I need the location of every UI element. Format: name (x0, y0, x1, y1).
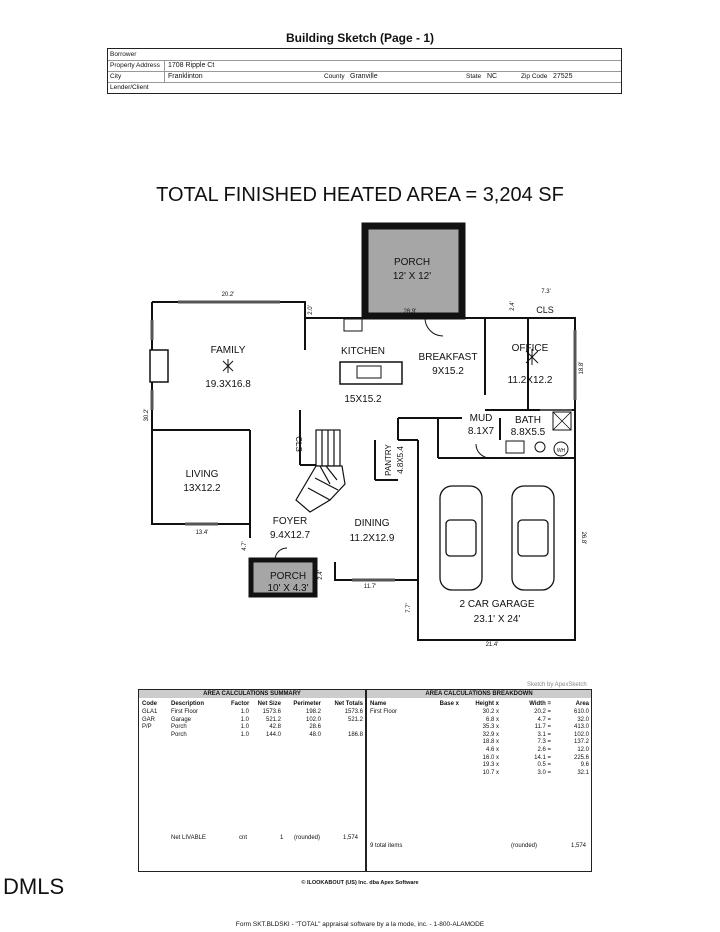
breakdown-width: 2.6 = (537, 747, 551, 753)
summary-cell: 1.0 (240, 724, 249, 731)
breakdown-height: 4.6 x (485, 747, 499, 753)
net-rounded: (rounded) (294, 835, 321, 841)
net-livable-label: Net LIVABLE (171, 835, 206, 841)
dim-2-0: 2.0' (308, 305, 314, 315)
breakdown-header: Width = (529, 701, 551, 707)
dim-7-3: 7.3' (541, 289, 551, 295)
summary-header: Factor (231, 701, 250, 707)
area-calculations (138, 689, 592, 872)
breakdown-width: 0.5 = (537, 762, 551, 769)
breakdown-name: First Floor (370, 709, 397, 715)
dim-18-8: 18.8' (579, 361, 585, 375)
dim-13-4: 13.4' (195, 530, 209, 536)
summary-cell: 198.2 (305, 709, 321, 715)
label-porch-front: PORCH (393, 257, 431, 268)
label-living: LIVING (185, 469, 219, 480)
label-pantry-size: 4.8X5.4 (396, 446, 405, 474)
summary-cell: 1573.6 (262, 709, 281, 715)
label-wh: WH (556, 448, 566, 454)
summary-cell: P/P (142, 724, 152, 731)
breakdown-width: 7.3 = (537, 739, 551, 746)
summary-header: Net Size (257, 701, 281, 707)
borrower-label: Borrower (110, 50, 137, 58)
summary-header: Net Totals (334, 701, 363, 707)
breakdown-width: 11.7 = (534, 724, 551, 731)
city-value: Franklinton (168, 72, 203, 80)
label-mud: MUD (469, 413, 493, 424)
dim-4-7: 4.7' (242, 541, 248, 551)
breakdown-area: 102.0 (573, 731, 589, 738)
zip-value: 27525 (553, 72, 573, 80)
summary-cell: Porch (171, 731, 187, 738)
breakdown-area: 610.0 (573, 709, 589, 715)
label-living-size: 13X12.2 (183, 483, 221, 494)
breakdown-height: 19.3 x (482, 762, 499, 769)
summary-cell: 1573.6 (344, 709, 363, 715)
breakdown-width: 14.1 = (534, 754, 551, 761)
county-value: Granville (350, 72, 378, 80)
label-bath-size: 8.8X5.5 (510, 427, 546, 438)
summary-header: Description (171, 701, 205, 707)
summary-cell: First Floor (171, 709, 198, 715)
dim-2-4a: 2.4' (510, 301, 516, 311)
breakdown-area: 9.6 (580, 762, 589, 769)
total-area-heading: TOTAL FINISHED HEATED AREA = 3,204 SF (156, 184, 564, 206)
label-dining-size: 11.2X12.9 (349, 533, 395, 544)
summary-header: Code (142, 701, 157, 707)
label-porch-bottom-size: 10' X 4.3' (267, 583, 309, 594)
summary-cell: 521.2 (347, 716, 363, 723)
label-office-size: 11.2X12.2 (507, 375, 553, 386)
breakdown-header: Height x (475, 701, 499, 707)
address-label: Property Address (110, 61, 160, 69)
county-label: County (324, 72, 345, 80)
lender-label: Lender/Client (110, 83, 149, 91)
breakdown-header: Name (370, 701, 387, 707)
dim-28-9: 28.9' (403, 309, 417, 315)
label-breakfast-size: 9X15.2 (432, 366, 464, 377)
breakdown-header: Area (575, 701, 589, 707)
label-cls-stair: CLS (294, 436, 303, 452)
net-total: 1,574 (343, 835, 359, 841)
net-cnt-label: cnt (239, 835, 248, 841)
breakdown-header: Base x (439, 701, 459, 707)
breakdown-area: 137.2 (573, 739, 589, 746)
state-value: NC (487, 72, 498, 80)
summary-cell: 1.0 (240, 709, 249, 715)
breakdown-height: 32.9 x (482, 731, 499, 738)
summary-cell: GAR (142, 716, 156, 723)
breakdown-width: 4.7 = (537, 716, 551, 723)
summary-cell: 186.8 (347, 731, 363, 738)
label-porch-bottom: PORCH (269, 571, 307, 582)
label-foyer: FOYER (272, 516, 308, 527)
total-items: 9 total items (370, 843, 403, 849)
breakdown-height: 30.2 x (482, 709, 499, 715)
summary-cell: 1.0 (240, 731, 249, 738)
form-footer: Form SKT.BLDSKI - "TOTAL" appraisal software by a la mode, inc. - 1-800-ALAMODE (235, 921, 485, 928)
address-value: 1708 Ripple Ct (168, 61, 215, 69)
breakdown-width: 3.1 = (537, 731, 551, 738)
label-dining: DINING (354, 518, 390, 529)
zip-label: Zip Code (521, 72, 548, 80)
net-count: 1 (280, 835, 284, 841)
breakdown-height: 16.0 x (482, 754, 499, 761)
label-porch-front-size: 12' X 12' (392, 271, 432, 282)
dim-20-2: 20.2' (221, 292, 235, 298)
sketch-by-credit: Sketch by ApexSketch (527, 682, 587, 688)
summary-cell: GLA1 (142, 709, 158, 715)
label-garage: 2 CAR GARAGE (459, 599, 535, 610)
breakdown-area: 225.6 (573, 754, 589, 761)
breakdown-height: 6.8 x (485, 716, 499, 723)
label-cls-top: CLS (536, 305, 554, 315)
label-breakfast: BREAKFAST (418, 352, 478, 363)
breakdown-area: 12.0 (577, 747, 589, 753)
breakdown-total: 1,574 (571, 843, 587, 849)
breakdown-width: 3.0 = (537, 769, 551, 776)
breakdown-height: 18.8 x (482, 739, 499, 746)
label-foyer-size: 9.4X12.7 (269, 530, 311, 541)
label-bath: BATH (515, 415, 541, 426)
breakdown-width: 20.2 = (534, 709, 551, 715)
label-kitchen: KITCHEN (341, 346, 385, 357)
breakdown-rounded: (rounded) (511, 843, 538, 849)
summary-cell: 28.6 (309, 724, 321, 731)
label-mud-size: 8.1X7 (467, 426, 495, 437)
summary-cell: 144.0 (265, 731, 281, 738)
label-family-size: 19.3X16.8 (205, 379, 251, 390)
dim-7-7: 7.7' (406, 603, 412, 613)
summary-title: AREA CALCULATIONS SUMMARY (139, 690, 365, 698)
city-label: City (110, 72, 122, 80)
dim-2-4b: 2.4' (318, 570, 324, 580)
summary-cell: 102.0 (305, 716, 321, 723)
breakdown-area: 32.0 (577, 716, 589, 723)
dim-26-8: 26.8' (580, 531, 586, 545)
label-office: OFFICE (511, 343, 549, 354)
breakdown-height: 10.7 x (482, 769, 499, 776)
breakdown-title: AREA CALCULATIONS BREAKDOWN (367, 690, 591, 698)
breakdown-height: 35.3 x (482, 724, 499, 731)
breakdown-area: 32.1 (577, 769, 589, 776)
summary-cell: 48.0 (309, 731, 321, 738)
label-garage-size: 23.1' X 24' (473, 614, 521, 625)
summary-cell: Garage (171, 716, 192, 723)
copyright: © ILOOKABOUT (US) Inc. dba Apex Software (301, 880, 419, 886)
state-label: State (466, 72, 482, 80)
breakdown-area: 413.0 (573, 724, 589, 731)
dmls-watermark: DMLS (3, 874, 65, 899)
summary-cell: 42.8 (269, 724, 281, 731)
label-family: FAMILY (210, 345, 246, 356)
summary-cell: 521.2 (265, 716, 281, 723)
summary-cell: 1.0 (240, 716, 249, 723)
label-pantry: PANTRY (384, 444, 393, 476)
dim-30-2: 30.2' (144, 408, 150, 422)
label-kitchen-size: 15X15.2 (344, 394, 382, 405)
dim-11-7: 11.7' (363, 584, 377, 590)
summary-cell: Porch (171, 724, 187, 731)
page-title: Building Sketch (Page - 1) (285, 31, 435, 45)
dim-21-4: 21.4' (485, 642, 499, 648)
summary-header: Perimeter (293, 701, 321, 707)
